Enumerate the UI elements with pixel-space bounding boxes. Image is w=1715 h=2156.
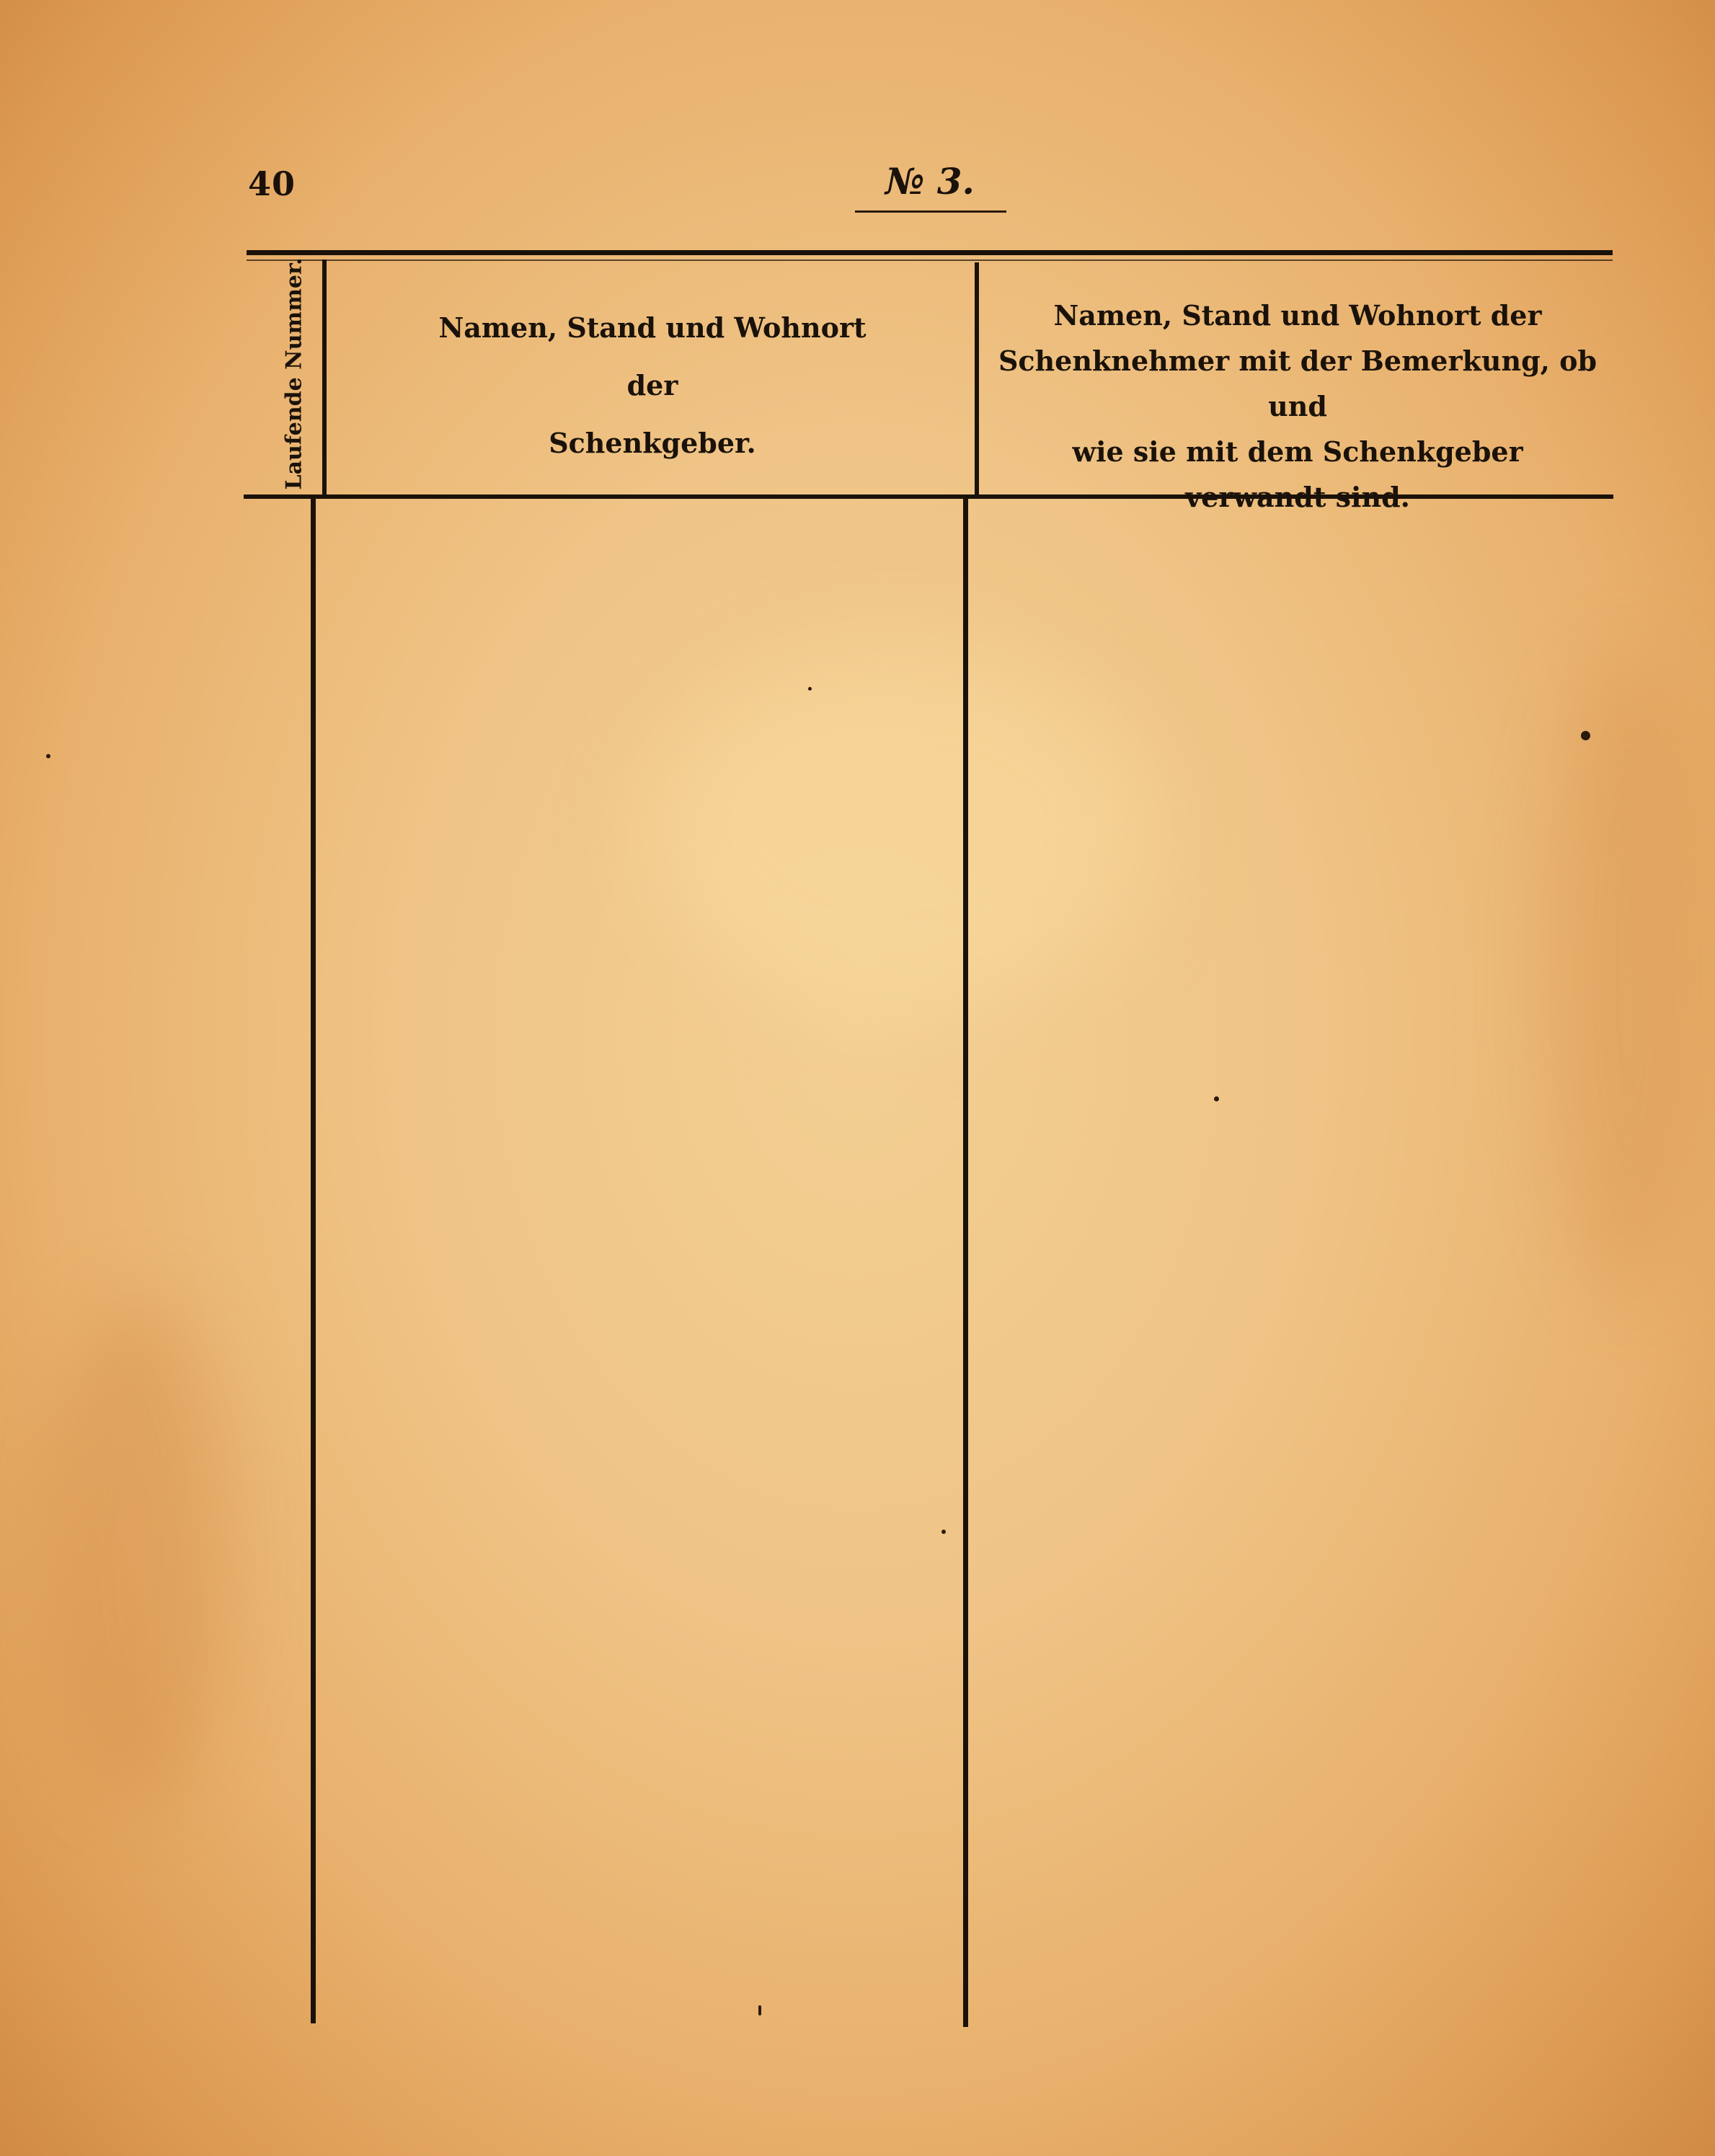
- header-running-number: [272, 257, 316, 489]
- header-recipient-line: Namen, Stand und Wohnort der: [1053, 299, 1542, 332]
- paper-speck: [941, 1530, 946, 1534]
- paper-stain: [43, 1297, 231, 1802]
- table-body: [317, 500, 1611, 2021]
- header-donor-line: der: [626, 369, 678, 402]
- column-divider: [311, 499, 316, 2023]
- header-donor: [332, 299, 973, 472]
- column-divider: [322, 259, 327, 496]
- header-donor-line: Namen, Stand und Wohnort: [438, 311, 867, 344]
- form-number-underline: [855, 210, 1006, 213]
- header-recipient-line: wie sie mit dem Schenkgeber: [1072, 435, 1523, 468]
- paper-speck: [1581, 731, 1590, 740]
- paper-speck: [1214, 1096, 1219, 1101]
- header-recipient-line: verwandt sind.: [1185, 481, 1410, 513]
- column-divider: [975, 262, 979, 496]
- header-recipient-line: Schenknehmer mit der Bemerkung, ob und: [998, 345, 1597, 422]
- header-running-number-label: Laufende Nummer.: [281, 257, 307, 489]
- top-rule: [247, 250, 1613, 255]
- paper-speck: [808, 687, 812, 691]
- header-recipient: [984, 293, 1611, 520]
- page-number: 40: [248, 164, 296, 203]
- paper-speck: [46, 754, 50, 758]
- top-rule-thin: [247, 259, 1613, 261]
- header-donor-line: Schenkgeber.: [549, 427, 756, 459]
- form-number: № 3.: [885, 160, 975, 203]
- paper-speck: [758, 2005, 761, 2015]
